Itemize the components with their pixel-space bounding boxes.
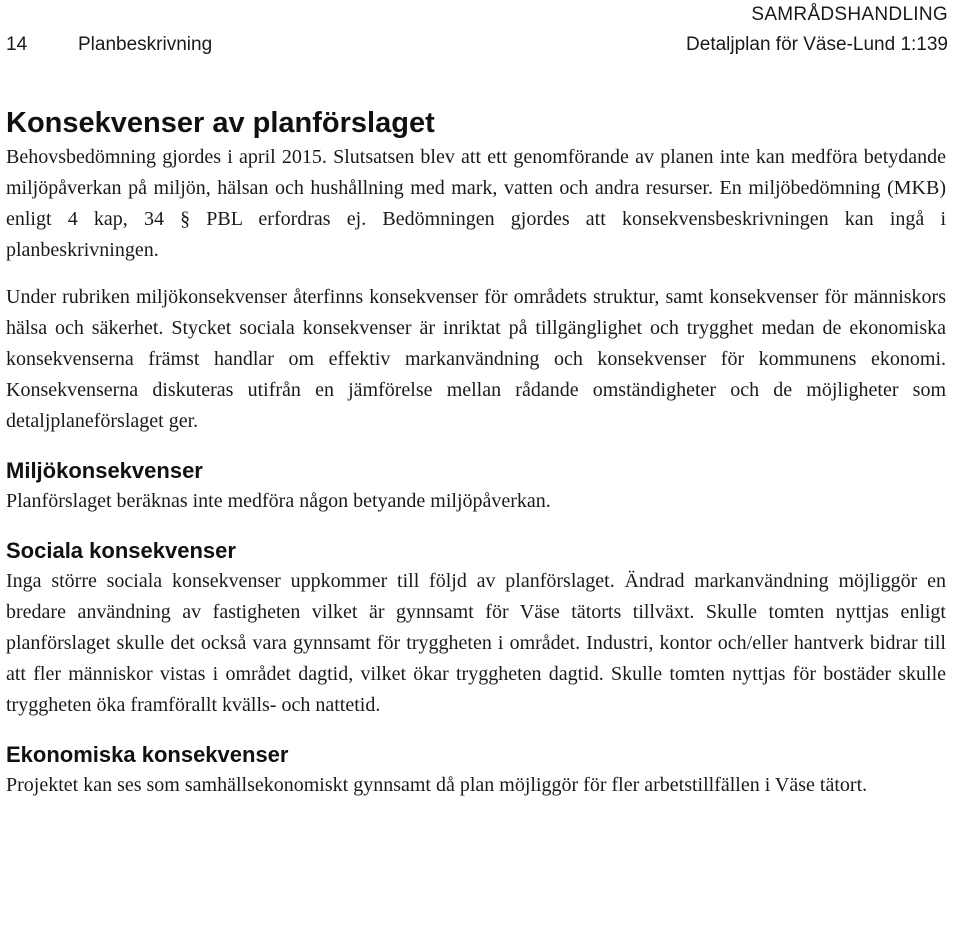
section-text-ekonomiska-konsekvenser: Projektet kan ses som samhällsekonomiskt gynnsamt då plan möjliggör för fler arbetstillfällen i Väse tätort. [6, 774, 868, 796]
page-number: 14 [6, 34, 28, 55]
section-heading-sociala-konsekvenser: Sociala konsekvenser [6, 538, 236, 563]
page-content [6, 104, 946, 801]
page-title: Konsekvenser av planförslaget [6, 107, 435, 139]
section-name: Planbeskrivning [78, 34, 213, 55]
intro-paragraph: Under rubriken miljökonsekvenser återfinns konsekvenser för områdets struktur, samt konsekvenser för människors hälsa och säkerhet. Stycket sociala konsekvenser är inriktat på tillgänglighet och trygghet medan de ekonomiska konsekvenserna främst handlar om effektiv markanvändning och konsekvenser för kommunens ekonomi. Konsekvenserna diskuteras utifrån en jämförelse mellan rådande omständigheter och de möjligheter som detaljplaneförslaget ger. [6, 286, 946, 432]
section-heading-ekonomiska-konsekvenser: Ekonomiska konsekvenser [6, 742, 289, 767]
section-text-miljokonsekvenser: Planförslaget beräknas inte medföra någon betyande miljöpåverkan. [6, 490, 551, 512]
running-header [6, 34, 948, 56]
section-text-sociala-konsekvenser: Inga större sociala konsekvenser uppkommer till följd av planförslaget. Ändrad markanvändning möjliggör en bredare användning av fastigheten vilket är gynnsamt för Väse tätorts tillväxt. Skulle tomten nyttjas enligt planförslaget skulle det också vara gynnsamt för tryggheten i området. Industri, kontor och/eller hantverk bidrar till att fler människor vistas i området dagtid, vilket ökar tryggheten dagtid. Skulle tomten nyttjas för bostäder skulle tryggheten öka framförallt kvälls- och nattetid. [6, 570, 946, 716]
intro-paragraph: Behovsbedömning gjordes i april 2015. Slutsatsen blev att ett genomförande av planen inte kan medföra betydande miljöpåverkan på miljön, hälsan och hushållning med mark, vatten och andra resurser. En miljöbedömning (MKB) enligt 4 kap, 34 § PBL erfordras ej. Bedömningen gjordes att konsekvensbeskrivningen kan ingå i planbeskrivningen. [6, 146, 946, 261]
status-label: SAMRÅDSHANDLING [751, 4, 948, 25]
section-heading-miljokonsekvenser: Miljökonsekvenser [6, 458, 203, 483]
document-title: Detaljplan för Väse-Lund 1:139 [686, 34, 948, 55]
